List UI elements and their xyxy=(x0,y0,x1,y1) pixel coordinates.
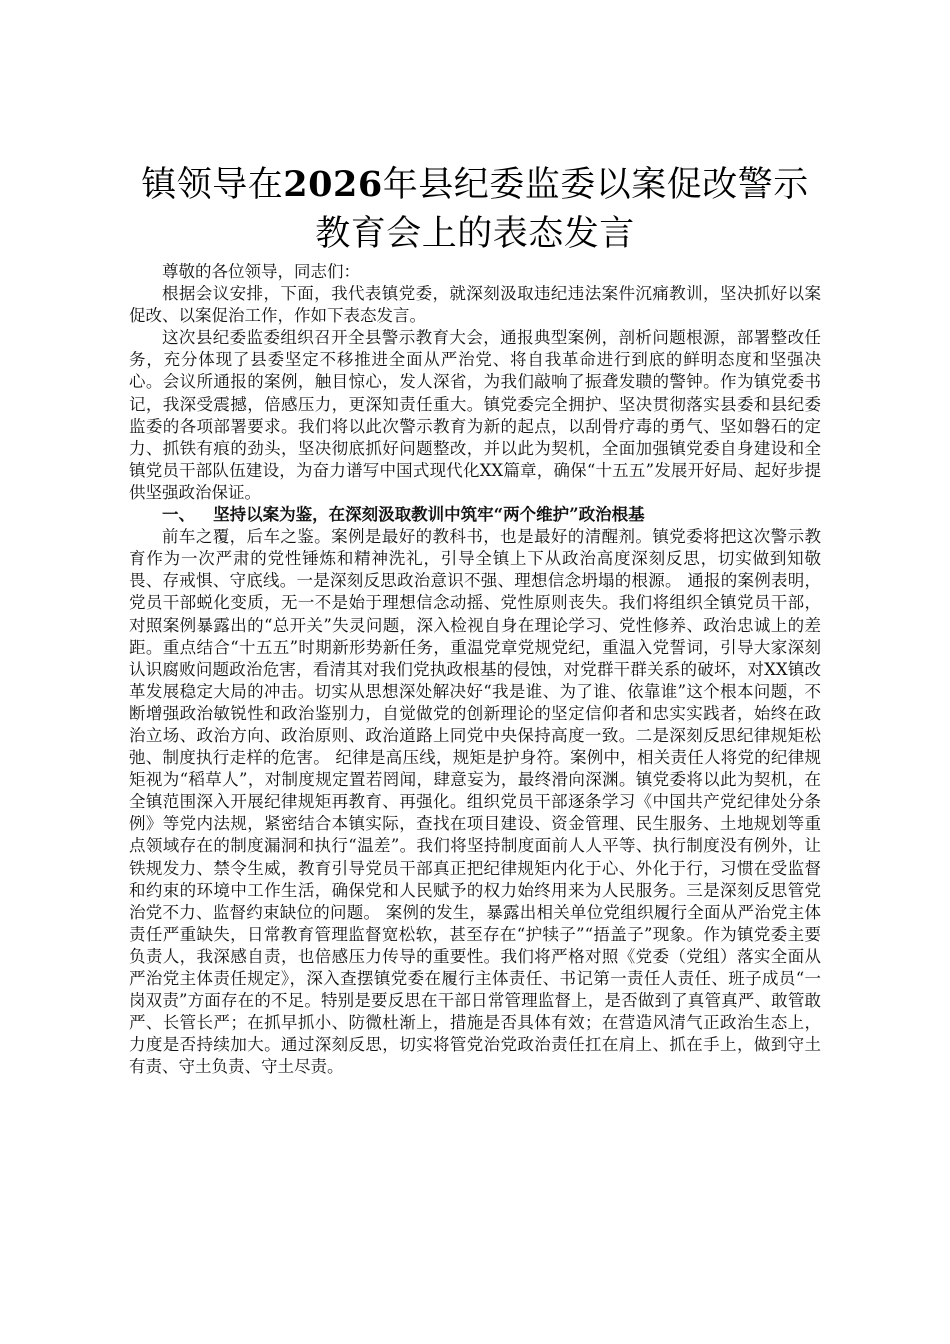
background-paragraph: 这次县纪委监委组织召开全县警示教育大会，通报典型案例，剖析问题根源，部署整改任务，充分体现了县委坚定不移推进全面从严治党、将自我革命进行到底的鲜明态度和坚强决心。会议所通报的案例，触目惊心，发人深省，为我们敲响了振聋发聩的警钟。作为镇党委书记，我深受震撼，倍感压力，更深知责任重大。镇党委完全拥护、坚决贯彻落实县委和县纪委监委的各项部署要求。我们将以此次警示教育为新的起点，以刮骨疗毒的勇气、坚如磐石的定力、抓铁有痕的劲头，坚决彻底抓好问题整改，并以此为契机，全面加强镇党委自身建设和全镇党员干部队伍建设，为奋力谱写中国式现代化XX篇章，确保“十五五”发展开好局、起好步提供坚强政治保证。 xyxy=(129,328,821,502)
title-suffix: 年县纪委监委以案促改警示教育会上的表态发言 xyxy=(315,165,809,254)
salutation: 尊敬的各位领导，同志们： xyxy=(162,262,360,281)
document-title xyxy=(129,160,821,259)
document-content xyxy=(129,160,821,1078)
section-heading-1 xyxy=(129,504,821,526)
section-1-paragraph: 前车之覆，后车之鉴。案例是最好的教科书，也是最好的清醒剂。镇党委将把这次警示教育作为一次严肃的党性锤炼和精神洗礼，引导全镇上下从政治高度深刻反思，切实做到知敬畏、存戒惧、守底线。一是深刻反思政治意识不强、理想信念坍塌的根源。 通报的案例表明，党员干部蜕化变质，无一不是始于理想信念动摇、党性原则丧失。我们将组织全镇党员干部，对照案例暴露出的“总开关”失灵问题，深入检视自身在理论学习、党性修养、政治忠诚上的差距。重点结合“十五五”时期新形势新任务，重温党章党规党纪，重温入党誓词，引导大家深刻认识腐败问题政治危害，看清其对我们党执政根基的侵蚀，对党群干群关系的破坏，对XX镇改革发展稳定大局的冲击。切实从思想深处解决好“我是谁、为了谁、依靠谁”这个根本问题，不断增强政治敏锐性和政治鉴别力，自觉做党的创新理论的坚定信仰者和忠实实践者，始终在政治立场、政治方向、政治原则、政治道路上同党中央保持高度一致。二是深刻反思纪律规矩松弛、制度执行走样的危害。 纪律是高压线，规矩是护身符。案例中，相关责任人将党的纪律规矩视为“稻草人”，对制度规定置若罔闻，肆意妄为，最终滑向深渊。镇党委将以此为契机，在全镇范围深入开展纪律规矩再教育、再强化。组织党员干部逐条学习《中国共产党纪律处分条例》等党内法规，紧密结合本镇实际，查找在项目建设、资金管理、民生服务、土地规划等重点领域存在的制度漏洞和执行“温差”。我们将坚持制度面前人人平等、执行制度没有例外，让铁规发力、禁令生威，教育引导党员干部真正把纪律规矩内化于心、外化于行，习惯在受监督和约束的环境中工作生活，确保党和人民赋予的权力始终用来为人民服务。三是深刻反思管党治党不力、监督约束缺位的问题。 案例的发生，暴露出相关单位党组织履行全面从严治党主体责任严重缺失，日常教育管理监督宽松软，甚至存在“护犊子”“捂盖子”现象。作为镇党委主要负责人，我深感自责，也倍感压力传导的重要性。我们将严格对照《党委（党组）落实全面从严治党主体责任规定》，深入查摆镇党委在履行主体责任、书记第一责任人责任、班子成员“一岗双责”方面存在的不足。特别是要反思在干部日常管理监督上，是否做到了真管真严、敢管敢严、长管长严；在抓早抓小、防微杜渐上，措施是否具体有效；在营造风清气正政治生态上，力度是否持续加大。通过深刻反思，切实将管党治党政治责任扛在肩上、抓在手上，做到守土有责、守土负责、守土尽责。 xyxy=(129,527,821,1077)
title-year: 2026 xyxy=(283,164,383,205)
section-number: 一、 xyxy=(162,505,195,525)
title-prefix: 镇领导在 xyxy=(141,165,284,205)
section-heading-text: 坚持以案为鉴，在深刻汲取教训中筑牢“两个维护”政治根基 xyxy=(213,505,645,525)
intro-paragraph: 根据会议安排，下面，我代表镇党委，就深刻汲取违纪违法案件沉痛教训，坚决抓好以案促改、以案促治工作，作如下表态发言。 xyxy=(129,284,821,326)
document-body xyxy=(129,261,821,1078)
